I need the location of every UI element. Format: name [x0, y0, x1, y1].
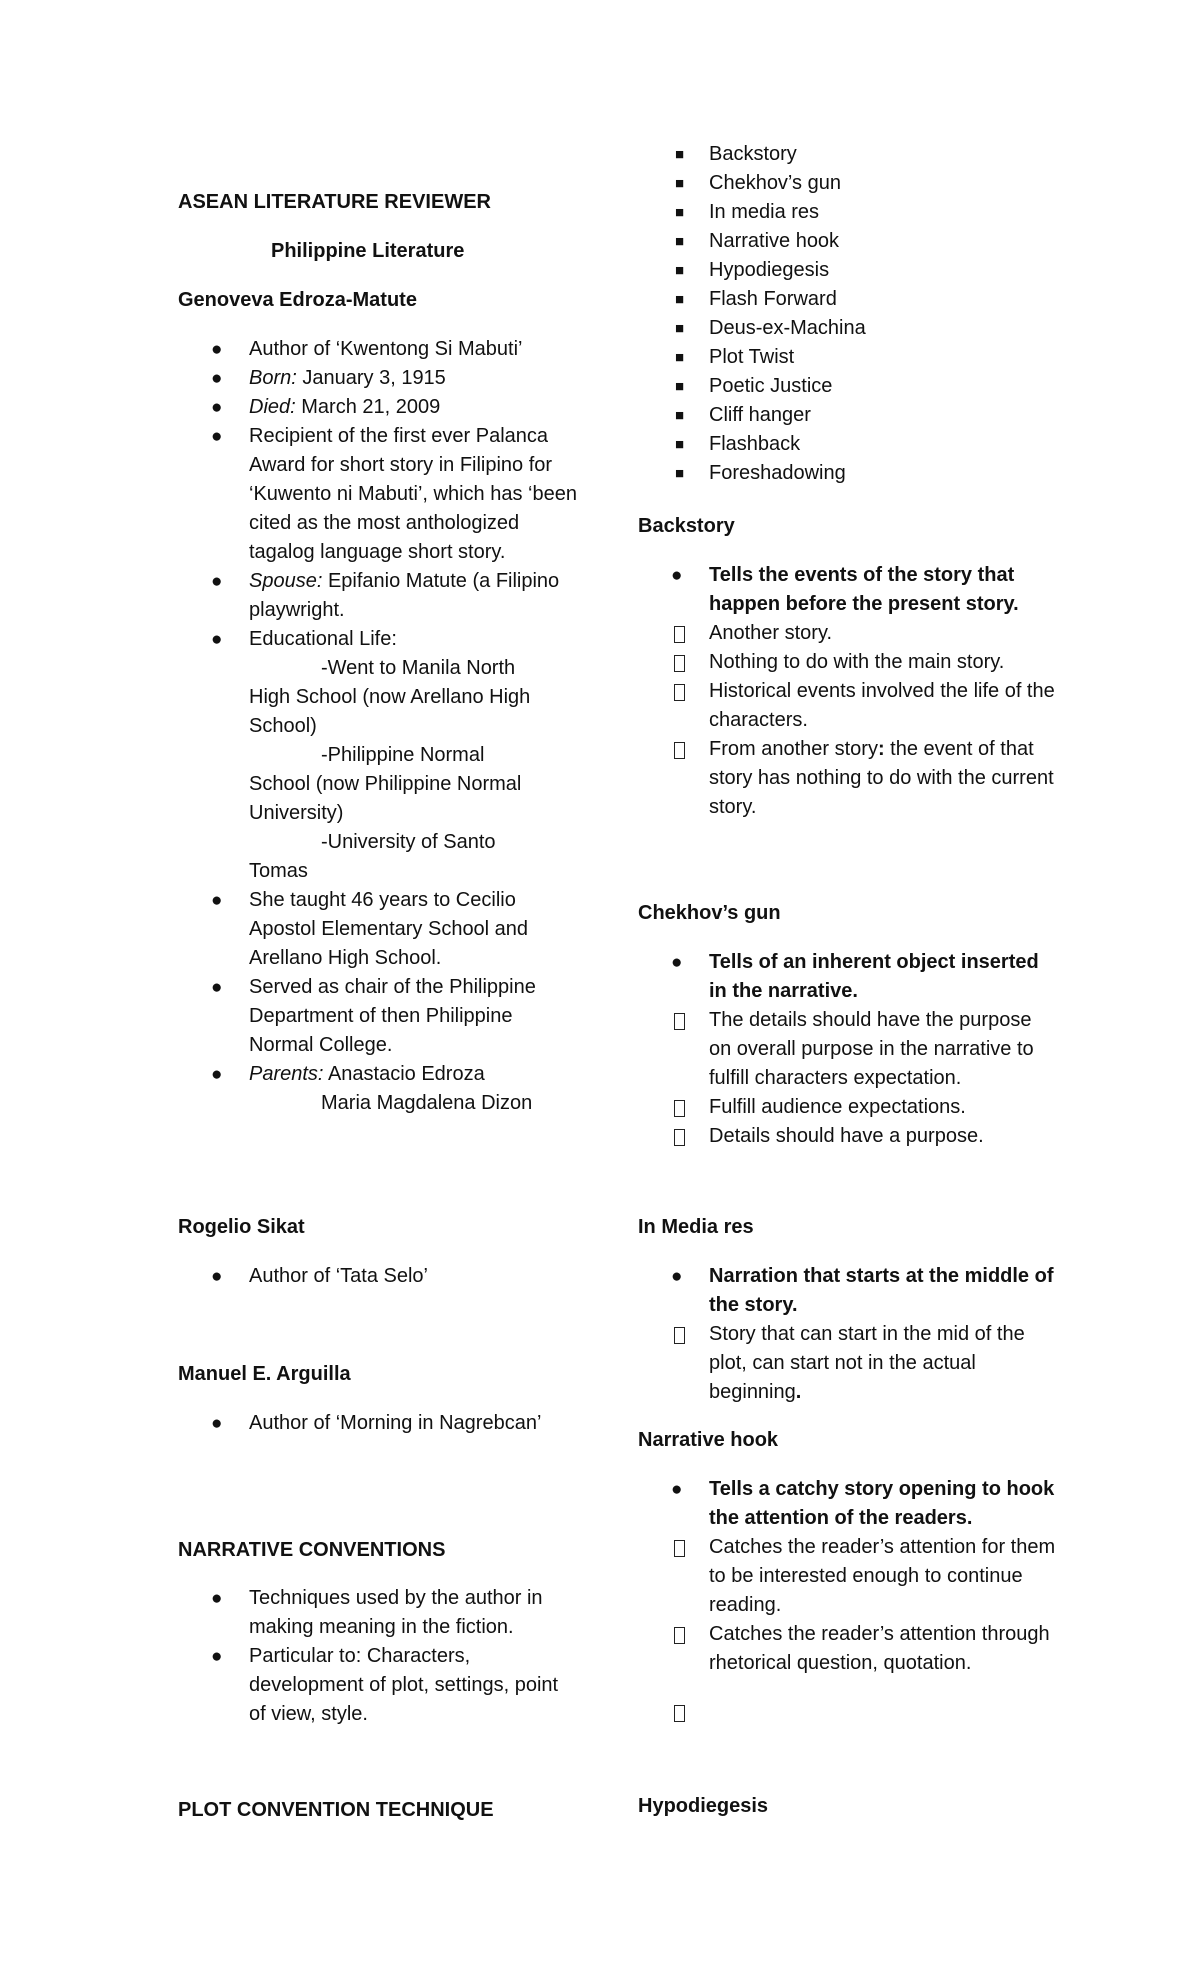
- hook-heading: Narrative hook: [638, 1429, 779, 1451]
- list-item: [178, 364, 578, 393]
- technique-item: ■ Hypodiegesis: [638, 256, 1058, 285]
- item-text: Recipient of the first ever Palanca Award for short story in Filipino for ‘Kuwento ni Mabuti’, which has ‘been cited as the most anthologized tagalog language short story.: [249, 425, 577, 563]
- note-item: [638, 1093, 1058, 1122]
- author-name-matute: Genoveva Edroza-Matute: [178, 289, 417, 311]
- item-text: Narration that starts at the middle of the story.: [709, 1265, 1054, 1316]
- item-text: Particular to: Characters, development of plot, settings, point of view, style.: [249, 1645, 559, 1725]
- item-text: Details should have a purpose.: [709, 1125, 984, 1147]
- note-item: [638, 677, 1058, 735]
- item-text: Tells of an inherent object inserted in the narrative.: [709, 951, 1039, 1002]
- technique-item: ■ Flashback: [638, 430, 1058, 459]
- list-item: [178, 335, 578, 364]
- edu-line: -Philippine Normal: [321, 744, 485, 766]
- item-text: Author of ‘Kwentong Si Mabuti’: [249, 338, 523, 360]
- item-label: Spouse:: [249, 570, 323, 592]
- item-text: Techniques used by the author in making meaning in the fiction.: [249, 1587, 543, 1638]
- backstory-heading: Backstory: [638, 515, 735, 537]
- list-item: [178, 1060, 578, 1118]
- item-punct: .: [795, 1381, 802, 1403]
- technique-item: ■ Poetic Justice: [638, 372, 1058, 401]
- edu-line: -Went to Manila North: [321, 657, 516, 679]
- hook-list: [638, 1475, 1058, 1736]
- item-text: Catches the reader’s attention through rhetorical question, quotation.: [709, 1623, 1050, 1674]
- arguilla-list: [178, 1409, 578, 1438]
- item-text: Fulfill audience expectations.: [709, 1096, 966, 1118]
- technique-item: ■ Flash Forward: [638, 285, 1058, 314]
- edu-line: School (now Philippine Normal University): [249, 773, 522, 824]
- item-label: ● Educational Life:: [249, 628, 397, 650]
- list-item: [178, 1584, 578, 1642]
- item-text: Author of ‘Morning in Nagrebcan’: [249, 1412, 542, 1434]
- list-item: [178, 973, 578, 1060]
- note-item: [638, 735, 1058, 822]
- technique-item: ■ Plot Twist: [638, 343, 1058, 372]
- item-punct: :: [877, 738, 885, 760]
- item-text: Maria Magdalena Dizon: [321, 1092, 533, 1114]
- list-item: [178, 886, 578, 973]
- item-label: Born:: [249, 367, 297, 389]
- item-text: Story that can start in the mid of the plot, can start not in the actual beginning: [709, 1323, 1025, 1403]
- backstory-list: [638, 561, 1058, 822]
- note-item: [638, 1620, 1058, 1678]
- note-item: [638, 1006, 1058, 1093]
- item-text: Another story.: [709, 622, 833, 644]
- chekhov-heading: Chekhov’s gun: [638, 902, 781, 924]
- item-text: Served as chair of the Philippine Department of then Philippine Normal College.: [249, 976, 536, 1056]
- narrative-heading: NARRATIVE CONVENTIONS: [178, 1539, 446, 1561]
- note-item: [638, 1320, 1058, 1407]
- technique-item: ■ Backstory: [638, 140, 1058, 169]
- hypodiegesis-heading: Hypodiegesis: [638, 1795, 769, 1817]
- author-name-arguilla: Manuel E. Arguilla: [178, 1363, 351, 1385]
- note-item: [638, 619, 1058, 648]
- list-item: [178, 567, 578, 625]
- technique-item: ■ Chekhov’s gun: [638, 169, 1058, 198]
- matute-facts-list: [178, 335, 578, 1118]
- technique-item: ■ In media res: [638, 198, 1058, 227]
- page-title: ASEAN LITERATURE REVIEWER: [178, 191, 491, 213]
- edu-line: -University of Santo: [321, 831, 496, 853]
- chekhov-list: [638, 948, 1058, 1151]
- technique-item: ■ Foreshadowing: [638, 459, 1058, 488]
- item-text: Tells the events of the story that happen before the present story.: [709, 564, 1019, 615]
- item-text: Catches the reader’s attention for them to be interested enough to continue reading.: [709, 1536, 1056, 1616]
- plot-heading: PLOT CONVENTION TECHNIQUE: [178, 1799, 494, 1821]
- item-text: She taught 46 years to Cecilio Apostol Elementary School and Arellano High School.: [249, 889, 529, 969]
- item-text: Nothing to do with the main story.: [709, 651, 1005, 673]
- author-name-sikat: Rogelio Sikat: [178, 1216, 305, 1238]
- list-item: [178, 625, 578, 886]
- item-text: From another story: [709, 738, 878, 760]
- item-text: Tells a catchy story opening to hook the attention of the readers.: [709, 1478, 1055, 1529]
- list-item: [178, 1262, 578, 1291]
- item-text: Epifanio Matute (a Filipino playwright.: [249, 570, 560, 621]
- techniques-list: [638, 140, 1058, 488]
- note-item: [638, 1533, 1058, 1620]
- list-item: [178, 1642, 578, 1729]
- item-label: Died:: [249, 396, 296, 418]
- definition-item: [638, 1262, 1058, 1320]
- item-text: the event of that story has nothing to do with the current story.: [709, 738, 1054, 818]
- definition-item: [638, 948, 1058, 1006]
- item-text: Anastacio Edroza: [323, 1063, 485, 1085]
- list-item: [178, 393, 578, 422]
- medias-heading: In Media res: [638, 1216, 754, 1238]
- edu-line: Tomas: [249, 860, 308, 882]
- note-item: [638, 648, 1058, 677]
- note-item: [638, 1122, 1058, 1151]
- item-label: Parents:: [249, 1063, 324, 1085]
- item-text: January 3, 1915: [296, 367, 446, 389]
- definition-item: [638, 561, 1058, 619]
- item-text: March 21, 2009: [295, 396, 441, 418]
- technique-item: ■ Deus-ex-Machina: [638, 314, 1058, 343]
- empty-note-item: [638, 1698, 1058, 1736]
- technique-item: ■ Cliff hanger: [638, 401, 1058, 430]
- sikat-list: [178, 1262, 578, 1291]
- list-item: [178, 422, 578, 567]
- item-text: Historical events involved the life of the characters.: [709, 680, 1055, 731]
- edu-line: High School (now Arellano High School): [249, 686, 531, 737]
- definition-item: [638, 1475, 1058, 1533]
- section-title: Philippine Literature: [271, 240, 465, 262]
- list-item: [178, 1409, 578, 1438]
- item-text: The details should have the purpose on overall purpose in the narrative to fulfill characters expectation.: [709, 1009, 1034, 1089]
- technique-item: ■ Narrative hook: [638, 227, 1058, 256]
- medias-list: [638, 1262, 1058, 1407]
- item-text: Author of ‘Tata Selo’: [249, 1265, 428, 1287]
- narrative-list: [178, 1584, 578, 1729]
